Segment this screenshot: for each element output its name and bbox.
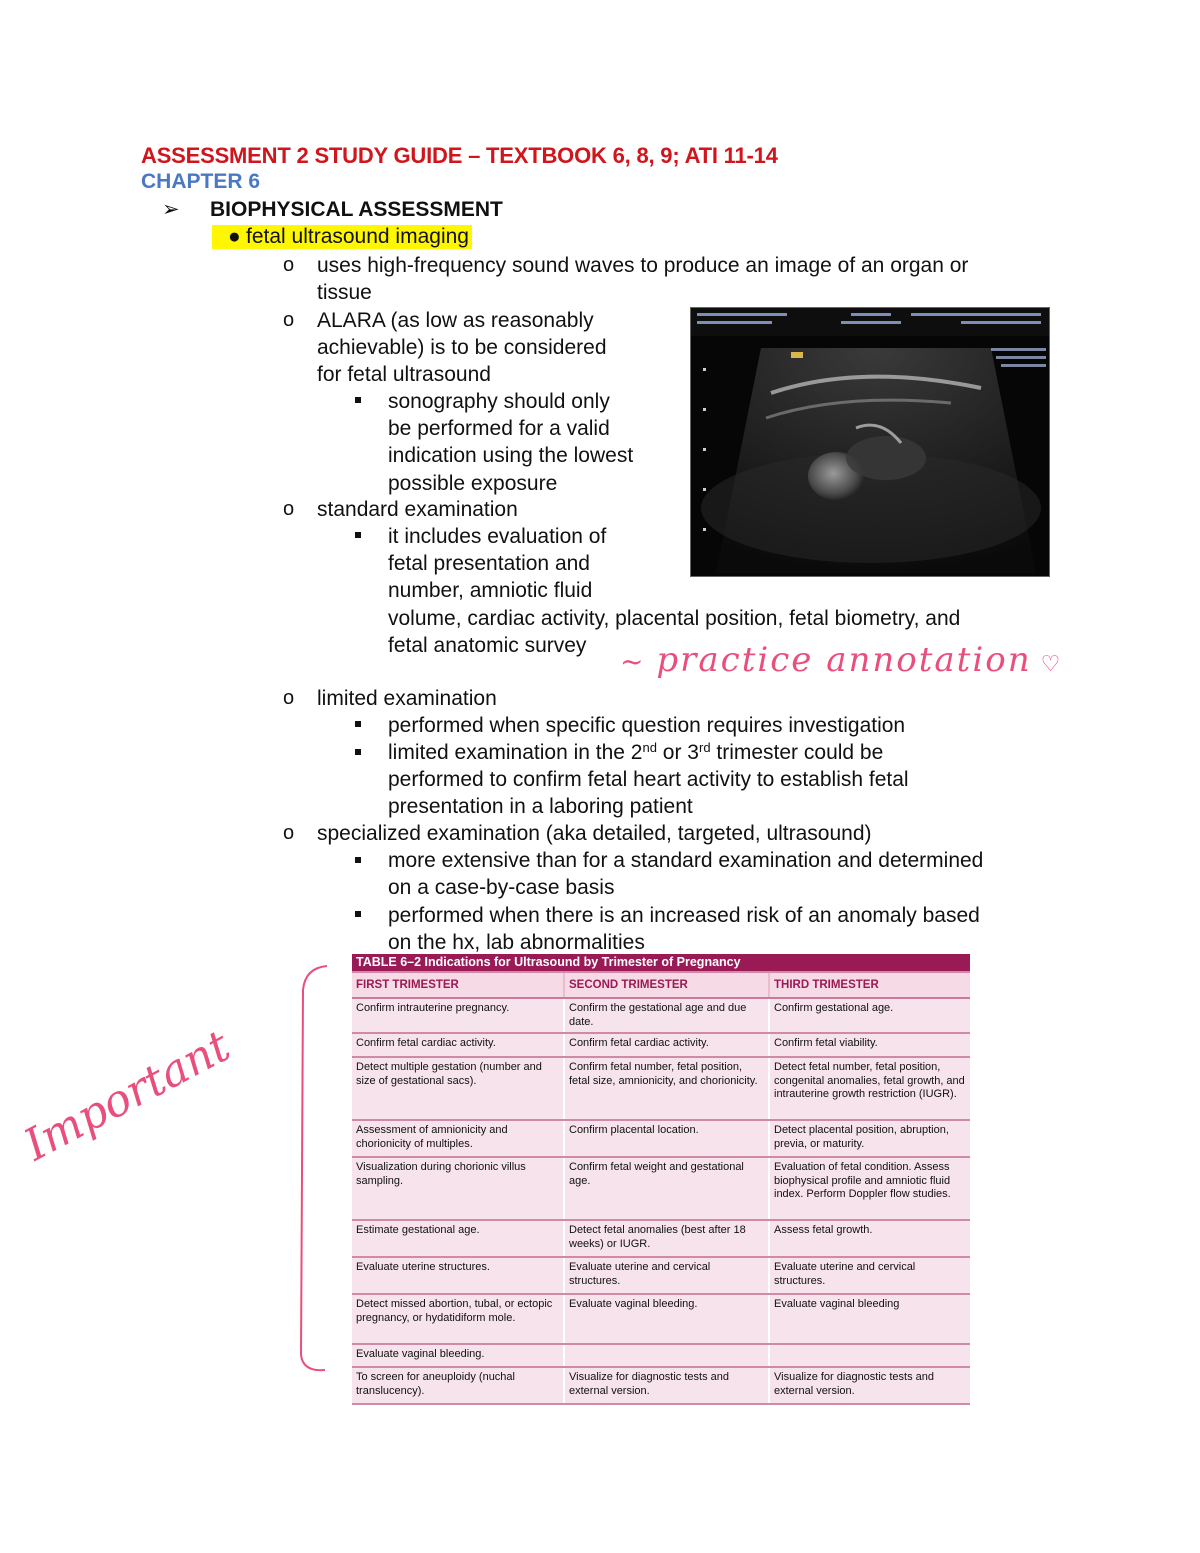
square-bullet-icon xyxy=(355,532,361,538)
table-cell: Evaluate vaginal bleeding. xyxy=(564,1294,769,1344)
table-cell: Visualize for diagnostic tests and external version. xyxy=(564,1367,769,1404)
table-cell: Confirm fetal number, fetal position, fetal size, amnionicity, and chorionicity. xyxy=(564,1057,769,1120)
section-heading xyxy=(162,197,503,222)
chapter-heading: CHAPTER 6 xyxy=(141,170,261,193)
table-cell: Confirm placental location. xyxy=(564,1120,769,1157)
table-cell: Evaluation of fetal condition. Assess biophysical profile and amniotic fluid index. Perform Doppler flow studies. xyxy=(769,1157,970,1220)
note-uses: uses high-frequency sound waves to produce an image of an organ or tissue xyxy=(317,254,969,305)
table-cell: To screen for aneuploidy (nuchal translucency). xyxy=(352,1367,564,1404)
table-caption: TABLE 6–2 Indications for Ultrasound by Trimester of Pregnancy xyxy=(352,954,970,972)
note-limited: limited examination xyxy=(317,687,497,710)
table-cell: Assessment of amnionicity and chorionicity of multiples. xyxy=(352,1120,564,1157)
table-cell: Visualize for diagnostic tests and external version. xyxy=(769,1367,970,1404)
section-label: BIOPHYSICAL ASSESSMENT xyxy=(210,198,503,221)
square-bullet-icon xyxy=(355,911,361,917)
table-cell: Detect fetal anomalies (best after 18 weeks) or IUGR. xyxy=(564,1220,769,1257)
note-specialized-detail-1: more extensive than for a standard examination and determined on a case-by-case basis xyxy=(388,849,984,900)
note-specialized-detail-2: performed when there is an increased risk of an anomaly based on the hx, lab abnormalities xyxy=(388,904,980,955)
note-specialized: specialized examination (aka detailed, targeted, ultrasound) xyxy=(317,822,872,845)
circle-bullet-icon: o xyxy=(283,687,295,709)
note-limited-detail-2: limited examination in the 2nd or 3rd trimester could be performed to confirm fetal heart activity to establish fetal presentation in a laboring patient xyxy=(388,740,909,819)
bracket-annotation xyxy=(295,960,335,1380)
table-cell: Detect placental position, abruption, previa, or maturity. xyxy=(769,1120,970,1157)
page-title: ASSESSMENT 2 STUDY GUIDE – TEXTBOOK 6, 8, 9; ATI 11-14 xyxy=(141,143,778,168)
arrow-bullet-icon: ➢ xyxy=(162,198,180,221)
table-row xyxy=(352,1120,970,1157)
table-row xyxy=(352,1367,970,1404)
note-alara-detail: sonography should only be performed for a valid indication using the lowest possible exposure xyxy=(388,390,634,495)
topic-label: fetal ultrasound imaging xyxy=(246,225,469,248)
table-cell: Evaluate uterine structures. xyxy=(352,1257,564,1294)
table-cell: Confirm fetal viability. xyxy=(769,1033,970,1057)
table-cell: Assess fetal growth. xyxy=(769,1220,970,1257)
table-cell xyxy=(769,1344,970,1367)
circle-bullet-icon: o xyxy=(283,498,295,520)
circle-bullet-icon: o xyxy=(283,822,295,844)
ultrasound-image xyxy=(690,307,1050,577)
square-bullet-icon xyxy=(355,857,361,863)
table-cell xyxy=(564,1344,769,1367)
table-row xyxy=(352,1294,970,1344)
table-cell: Estimate gestational age. xyxy=(352,1220,564,1257)
table-row xyxy=(352,1033,970,1057)
table-row xyxy=(352,1257,970,1294)
square-bullet-icon xyxy=(355,721,361,727)
important-annotation: Important xyxy=(16,1020,239,1171)
table-cell: Detect fetal number, fetal position, congenital anomalies, fetal growth, and intrauterine growth restriction (IUGR). xyxy=(769,1057,970,1120)
note-limited-detail-1: performed when specific question requires investigation xyxy=(388,714,906,737)
table-cell: Confirm fetal weight and gestational age. xyxy=(564,1157,769,1220)
note-standard-detail: it includes evaluation of fetal presentation and number, amniotic fluid volume, cardiac activity, placental position, fetal biometry, and fetal anatomic survey xyxy=(388,525,961,657)
circle-bullet-icon: o xyxy=(283,309,295,331)
table-cell: Evaluate uterine and cervical structures. xyxy=(564,1257,769,1294)
table-cell: Confirm intrauterine pregnancy. xyxy=(352,998,564,1033)
table-cell: Detect multiple gestation (number and size of gestational sacs). xyxy=(352,1057,564,1120)
note-standard: standard examination xyxy=(317,498,518,521)
table-row xyxy=(352,1057,970,1120)
round-bullet-icon: ● xyxy=(228,225,241,248)
table-cell: Evaluate uterine and cervical structures. xyxy=(769,1257,970,1294)
table-row xyxy=(352,1344,970,1367)
circle-bullet-icon: o xyxy=(283,254,295,276)
table-cell: Confirm fetal cardiac activity. xyxy=(352,1033,564,1057)
table-row xyxy=(352,1157,970,1220)
table-cell: Visualization during chorionic villus sampling. xyxy=(352,1157,564,1220)
table-row xyxy=(352,998,970,1033)
note-alara: ALARA (as low as reasonably achievable) is to be considered for fetal ultrasound xyxy=(317,309,607,387)
square-bullet-icon xyxy=(355,397,361,403)
table-row xyxy=(352,1220,970,1257)
column-header: SECOND TRIMESTER xyxy=(564,972,769,998)
table-cell: Confirm gestational age. xyxy=(769,998,970,1033)
table-cell: Detect missed abortion, tubal, or ectopic pregnancy, or hydatidiform mole. xyxy=(352,1294,564,1344)
table-cell: Evaluate vaginal bleeding. xyxy=(352,1344,564,1367)
table-cell: Confirm fetal cardiac activity. xyxy=(564,1033,769,1057)
column-header: THIRD TRIMESTER xyxy=(769,972,970,998)
table-cell: Confirm the gestational age and due date. xyxy=(564,998,769,1033)
column-header: FIRST TRIMESTER xyxy=(352,972,564,998)
square-bullet-icon xyxy=(355,749,361,755)
table-cell: Evaluate vaginal bleeding xyxy=(769,1294,970,1344)
practice-annotation: ~ practice annotation ♡ xyxy=(620,640,1063,680)
ultrasound-indications-table xyxy=(352,954,970,1405)
topic-highlight xyxy=(212,225,472,249)
